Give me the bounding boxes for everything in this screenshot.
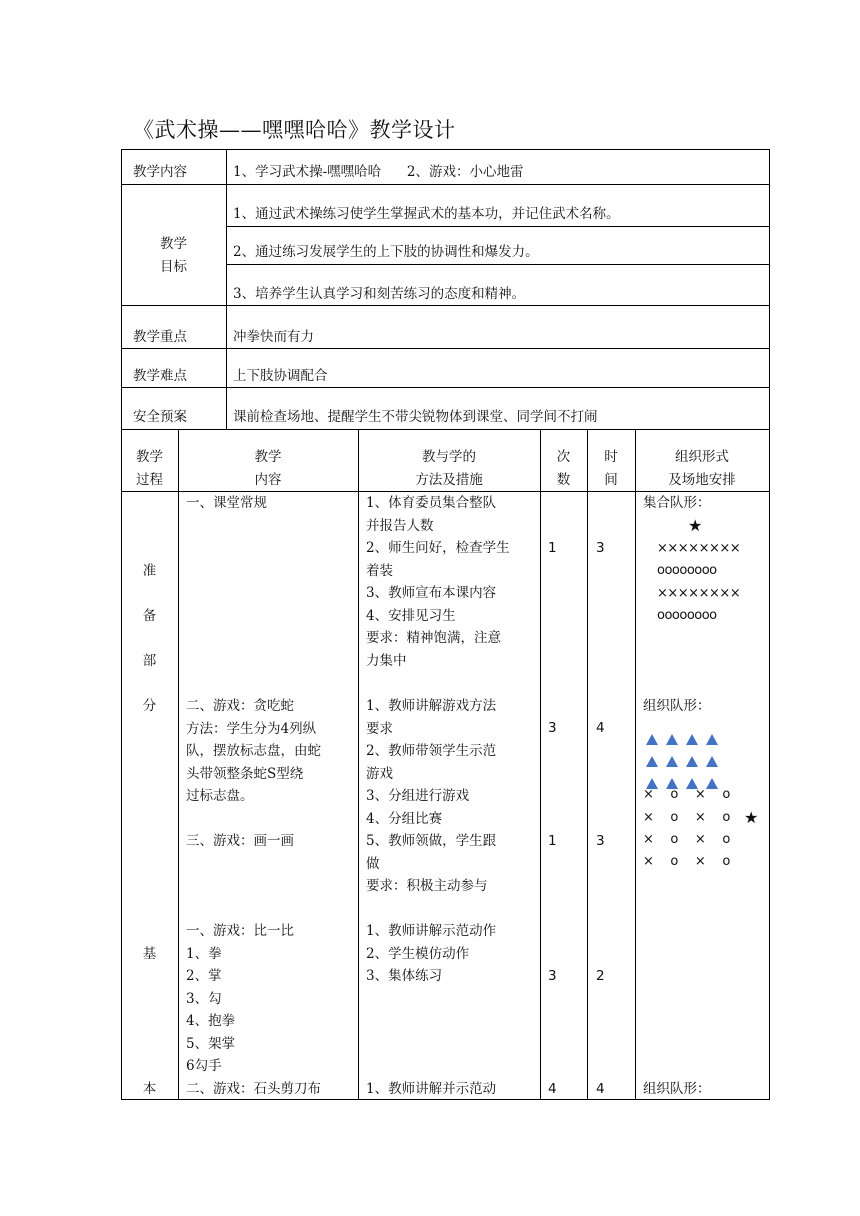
col-line (178, 429, 179, 1100)
triangle-icon (686, 734, 698, 745)
key-label: 教学重点 (133, 329, 187, 345)
basic-content-2: 二、游戏：石头剪刀布 (186, 1081, 321, 1097)
method-line: 2、学生模仿动作 (366, 945, 470, 962)
content-line: 4、抱拳 (186, 1013, 236, 1029)
phase-prep-char: 分 (142, 698, 157, 714)
formation-row: × o × o (643, 854, 731, 869)
formation-row: ×××××××× (657, 541, 741, 556)
triangle-icon (666, 756, 678, 767)
method-line: 并报告人数 (366, 517, 434, 534)
header-methods-line: 方法及措施 (415, 471, 483, 488)
prep-duration-2: 4 (596, 720, 605, 736)
prep-duration-1: 3 (596, 540, 605, 556)
header-process (121, 446, 178, 491)
basic-times-2: 4 (548, 1081, 557, 1097)
method-line: 力集中 (366, 652, 407, 669)
col-line (540, 429, 541, 1100)
header-content-line: 教学 (254, 449, 282, 465)
header-methods (358, 446, 540, 491)
basic-org-2-title: 组织队形： (643, 1081, 711, 1097)
content-line: 二、游戏：贪吃蛇 (186, 698, 294, 714)
triangle-icon (706, 756, 718, 767)
method-line: 要求 (366, 720, 393, 737)
triangle-icon (646, 734, 658, 745)
triangle-icon (646, 756, 658, 767)
header-org-line: 及场地安排 (668, 471, 736, 488)
table-border-right (769, 149, 770, 1100)
header-org-line: 组织形式 (675, 449, 729, 465)
method-line: 3、教师宣布本课内容 (366, 585, 497, 601)
header-process-line: 教学 (136, 449, 163, 465)
basic-duration-1: 2 (596, 968, 605, 984)
col-line (226, 149, 227, 430)
method-line: 着装 (366, 562, 393, 579)
header-duration-line: 间 (604, 471, 618, 488)
method-line: 游戏 (366, 765, 393, 782)
triangle-formation (646, 728, 726, 794)
method-line: 要求：积极主动参与 (366, 878, 488, 894)
goal-item-3: 3、培养学生认真学习和刻苦练习的态度和精神。 (233, 286, 526, 302)
triangle-row (646, 728, 726, 750)
col-line (587, 429, 588, 1100)
prep-times-3: 1 (548, 833, 557, 849)
basic-times-1: 3 (548, 968, 557, 984)
method-line: 3、分组进行游戏 (366, 788, 470, 804)
row-line (226, 226, 770, 227)
triangle-row (646, 750, 726, 772)
row-line (121, 429, 770, 430)
method-line: 1、体育委员集合整队 (366, 495, 497, 511)
content-line: 方法：学生分为4列纵 (186, 720, 317, 737)
content-label: 教学内容 (133, 164, 187, 180)
header-times (540, 446, 587, 491)
prep-content-1: 一、课堂常规 (186, 495, 267, 511)
goal-item-2: 2、通过练习发展学生的上下肢的协调性和爆发力。 (233, 244, 539, 260)
method-line: 1、教师讲解游戏方法 (366, 698, 497, 714)
row-line (121, 348, 770, 349)
row-line (121, 184, 770, 185)
prep-duration-3: 3 (596, 833, 605, 849)
prep-methods-1 (366, 492, 510, 672)
safety-value: 课前检查场地、提醒学生不带尖锐物体到课堂、同学间不打闹 (233, 409, 598, 425)
formation-row: oooooooo (657, 563, 717, 578)
table-border-top (121, 149, 770, 150)
triangle-icon (666, 734, 678, 745)
row-line (226, 264, 770, 265)
formation-row: × o × o (643, 810, 731, 825)
prep-content-2 (186, 695, 321, 808)
method-line: 5、教师领做，学生跟 (366, 833, 497, 849)
method-line: 做 (366, 855, 380, 872)
content-line: 6勾手 (186, 1058, 222, 1074)
prep-org-2-title: 组织队形： (643, 698, 711, 714)
formation-row: × o × o (643, 787, 731, 802)
phase-basic-char: 基 (142, 946, 157, 962)
header-org (635, 446, 769, 491)
header-times-line: 次 (556, 449, 571, 465)
header-duration (587, 446, 635, 491)
col-line (635, 429, 636, 1100)
phase-prep-char: 部 (142, 653, 157, 669)
method-line: 2、教师带领学生示范 (366, 743, 497, 759)
goal-label-line1: 教学 (160, 236, 187, 252)
goal-label-line2: 目标 (160, 259, 187, 275)
header-process-line: 过程 (136, 471, 163, 488)
method-line: 2、师生问好，检查学生 (366, 540, 510, 556)
content-line: 头带领整条蛇S型绕 (186, 765, 304, 782)
content-line: 一、游戏：比一比 (186, 923, 294, 939)
row-line (121, 387, 770, 388)
phase-basic-char: 本 (142, 1081, 157, 1097)
formation-row: × o × o (643, 832, 731, 847)
content-line: 队，摆放标志盘，由蛇 (186, 743, 321, 759)
difficulty-label: 教学难点 (133, 368, 187, 384)
method-line: 要求：精神饱满，注意 (366, 630, 501, 646)
teacher-star-icon: ★ (744, 808, 759, 827)
method-line: 3、集体练习 (366, 968, 443, 984)
prep-times-1: 1 (548, 540, 557, 556)
header-duration-line: 时 (604, 449, 618, 465)
header-methods-line: 教与学的 (422, 449, 476, 465)
prep-methods-2 (366, 695, 496, 898)
method-line: 1、教师讲解示范动作 (366, 923, 497, 939)
document-title: 《武术操——嘿嘿哈哈》教学设计 (133, 118, 456, 142)
prep-times-2: 3 (548, 720, 557, 736)
triangle-icon (686, 756, 698, 767)
content-line: 3、勾 (186, 990, 222, 1007)
key-value: 冲拳快而有力 (233, 329, 314, 345)
content-line: 5、架掌 (186, 1035, 236, 1052)
basic-content-1 (186, 920, 294, 1078)
basic-methods-1 (366, 920, 496, 988)
goal-item-1: 1、通过武术操练习使学生掌握武术的基本功，并记住武术名称。 (233, 206, 620, 222)
prep-content-3: 三、游戏：画一画 (186, 833, 294, 849)
formation-row: oooooooo (657, 608, 717, 623)
content-line: 1、拳 (186, 945, 222, 962)
method-line: 4、分组比赛 (366, 810, 443, 827)
header-content-line: 内容 (254, 471, 282, 488)
method-line: 4、安排见习生 (366, 607, 456, 624)
prep-org-1-title: 集合队形： (643, 495, 711, 511)
col-line (358, 429, 359, 1100)
content-line: 2、掌 (186, 968, 222, 984)
content-value: 1、学习武术操-嘿嘿哈哈 2、游戏：小心地雷 (233, 164, 524, 180)
header-content (178, 446, 358, 491)
phase-prep-char: 备 (142, 608, 157, 624)
difficulty-value: 上下肢协调配合 (233, 368, 328, 384)
content-line: 过标志盘。 (186, 788, 254, 804)
basic-methods-2: 1、教师讲解并示范动 (366, 1081, 497, 1097)
teacher-star-icon: ★ (688, 516, 703, 535)
phase-prep-char: 准 (142, 563, 157, 579)
formation-row: ×××××××× (657, 586, 741, 601)
safety-label: 安全预案 (133, 409, 187, 425)
basic-duration-2: 4 (596, 1081, 605, 1097)
triangle-icon (706, 734, 718, 745)
header-times-line: 数 (556, 471, 571, 488)
